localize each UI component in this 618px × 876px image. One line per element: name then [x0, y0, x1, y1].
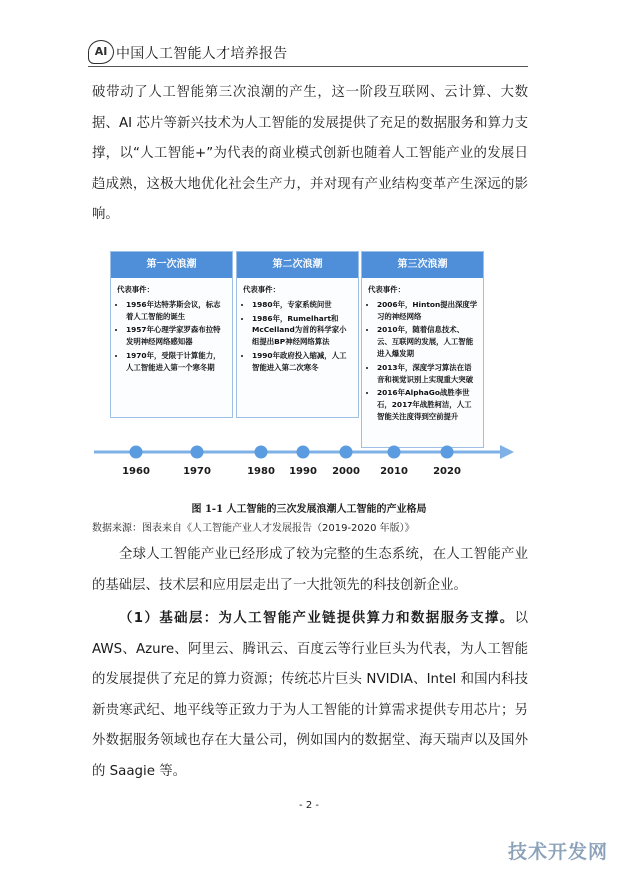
- report-title: 中国人工智能人才培养报告: [116, 46, 288, 62]
- figure-source: 数据来源：图表来自《人工智能产业人才发展报告（2019-2020 年版）》: [92, 523, 415, 534]
- wave-panel-1: [110, 251, 233, 418]
- timeline-node-2020: [441, 446, 454, 459]
- header-divider: [88, 66, 528, 67]
- event-item: • 1980年，专家系统问世: [252, 299, 353, 311]
- year-label: 1970: [183, 466, 211, 477]
- year-label: 2010: [380, 466, 408, 477]
- ai-logo-icon: AI: [88, 40, 114, 64]
- body-paragraph-1: 破带动了人工智能第三次浪潮的产生，这一阶段互联网、云计算、大数据、AI 芯片等新兴技术为人工智能的发展提供了充足的数据服务和算力支撑，以“人工智能+”为代表的商业模式创新也随着人工智能产业的发展日趋成熟，这极大地优化社会生产力，并对现有产业结构变革产生深远的影响。: [92, 85, 528, 222]
- timeline-node-1980: [255, 446, 268, 459]
- year-label: 2000: [332, 466, 360, 477]
- body-paragraph-2: 全球人工智能产业已经形成了较为完整的生态系统，在人工智能产业的基础层、技术层和应用层走出了一大批领先的科技创新企业。: [92, 547, 528, 593]
- event-item: • 2010年，随着信息技术、云、互联网的发展，人工智能进入爆发期: [377, 324, 478, 359]
- event-item: • 1970年，受限于计算能力，人工智能进入第一个寒冬期: [126, 350, 227, 374]
- wave-panel-title: 第三次浪潮: [362, 252, 483, 278]
- event-item: • 1956年达特茅斯会议，标志着人工智能的诞生: [126, 299, 227, 323]
- events-label: 代表事件：: [117, 285, 154, 294]
- wave-panel-title: 第二次浪潮: [237, 252, 358, 278]
- page-number: - 2 -: [299, 800, 319, 811]
- event-item: • 1957年心理学家罗森布拉特发明神经网络感知器: [126, 324, 227, 348]
- timeline-node-1960: [130, 446, 143, 459]
- body-paragraph-3: [92, 604, 528, 787]
- events-label: 代表事件：: [368, 285, 405, 294]
- timeline-node-1990: [297, 446, 310, 459]
- page-header: [88, 40, 528, 68]
- year-label: 2020: [433, 466, 461, 477]
- section-heading-foundation-layer: （1）基础层：为人工智能产业链提供算力和数据服务支撑。: [119, 611, 515, 626]
- events-label: 代表事件：: [243, 285, 280, 294]
- year-label: 1960: [122, 466, 150, 477]
- timeline-node-1970: [191, 446, 204, 459]
- timeline-axis: [90, 440, 520, 464]
- event-item: • 2006年，Hinton提出深度学习的神经网络: [377, 299, 478, 323]
- watermark: 技术开发网: [507, 841, 608, 863]
- event-item: • 1990年政府投入缩减，人工智能进入第二次寒冬: [252, 350, 353, 374]
- wave-panel-3: [361, 251, 484, 448]
- timeline-node-2000: [340, 446, 353, 459]
- year-label: 1980: [247, 466, 275, 477]
- year-label: 1990: [289, 466, 317, 477]
- paragraph-3-text: 以 AWS、Azure、阿里云、腾讯云、百度云等行业巨头为代表，为人工智能的发展提供了充足的算力资源；传统芯片巨头 NVIDIA、Intel 和国内科技新贵寒武纪、地平线等正致力于为人工智能的计算需求提供专用芯片；另外数据服务领域也存在大量公司，例如国内的数据堂、海天瑞声以及国外的 Saagie 等。: [92, 611, 528, 779]
- event-item: • 2013年，深度学习算法在语音和视觉识别上实现重大突破: [377, 362, 478, 386]
- timeline-node-2010: [388, 446, 401, 459]
- event-item: • 2016年AlphaGo战胜李世石，2017年战胜柯洁，人工智能关注度得到空前提升: [377, 387, 478, 422]
- wave-panel-title: 第一次浪潮: [111, 252, 232, 278]
- figure-caption: 图 1-1 人工智能的三次发展浪潮人工智能的产业格局: [191, 504, 427, 515]
- timeline-arrow-icon: [500, 445, 514, 459]
- wave-panel-2: [236, 251, 359, 418]
- event-item: • 1986年，Rumelhart和McCelland为首的科学家小组提出BP神经网络算法: [252, 313, 353, 348]
